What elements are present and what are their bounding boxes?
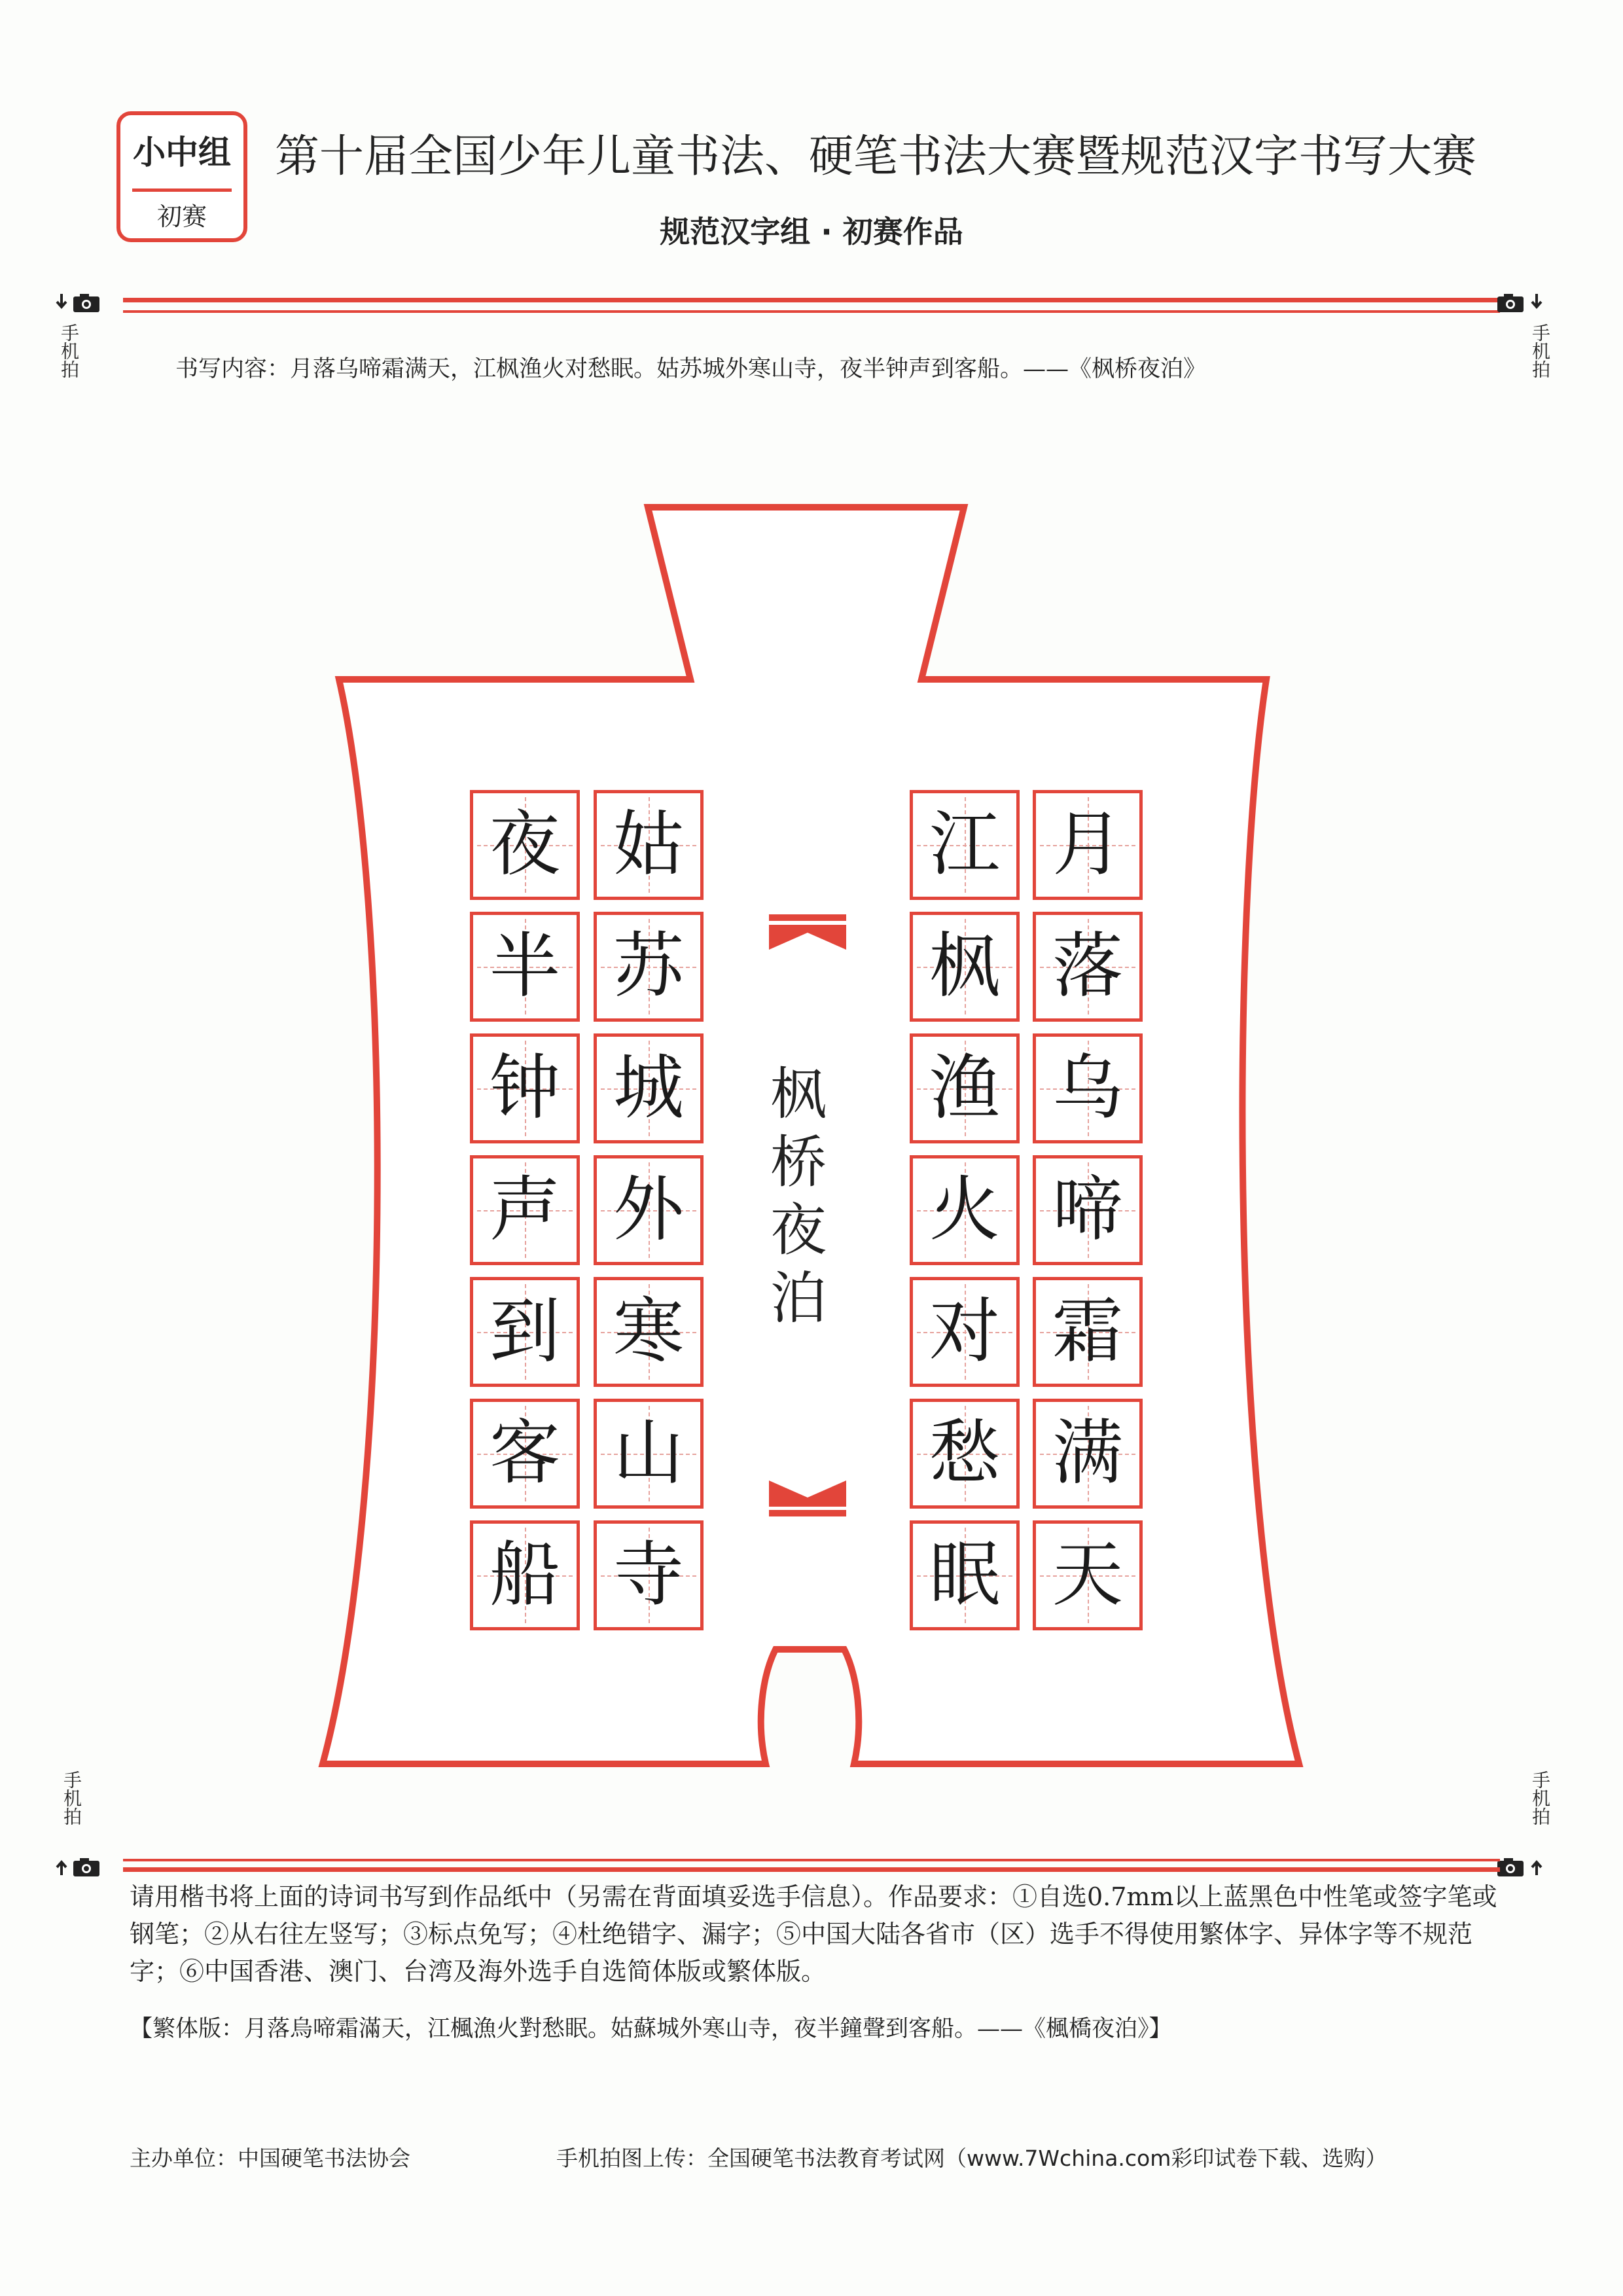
grid-cell xyxy=(470,1033,580,1143)
grid-character: 枫 xyxy=(929,925,1000,1007)
grid-cell xyxy=(1033,790,1143,900)
title-char: 夜 xyxy=(770,1198,827,1263)
title-char: 泊 xyxy=(770,1266,827,1331)
grid-cell xyxy=(594,1033,704,1143)
grid-character: 落 xyxy=(1052,925,1123,1007)
top-ornament-icon xyxy=(769,913,847,952)
marker-text: 手机拍 xyxy=(61,1770,82,1825)
bottom-divider-thin xyxy=(123,1859,1500,1861)
grid-cell xyxy=(470,1399,580,1509)
marker-text: 手机拍 xyxy=(1529,323,1551,378)
requirements-text: 请用楷书将上面的诗词书写到作品纸中（另需在背面填妥选手信息）。作品要求：①自选0.7mm以上蓝黑色中性笔或签字笔或钢笔；②从右往左竖写；③标点免写；④杜绝错字、漏字；⑤中国大陆各省市（区）选手不得使用繁体字、异体字等不规范字；⑥中国香港、澳门、台湾及海外选手自选简体版或繁体版。 xyxy=(130,1882,1497,1986)
upload-info-text: 手机拍图上传：全国硬笔书法教育考试网（www.7Wchina.com彩印试卷下载、选购） xyxy=(556,2145,1387,2171)
grid-cell xyxy=(1033,1520,1143,1630)
grid-cell xyxy=(910,912,1020,1022)
grid-character: 愁 xyxy=(929,1412,1000,1494)
grid-character: 半 xyxy=(489,925,560,1007)
marker-bottom-right xyxy=(1524,1770,1556,1831)
grid-character: 城 xyxy=(613,1047,684,1129)
grid-character: 船 xyxy=(489,1534,560,1616)
grid-cell xyxy=(594,790,704,900)
grid-character: 寺 xyxy=(613,1534,684,1616)
grid-character: 寒 xyxy=(613,1291,684,1372)
content-line: 书写内容：月落乌啼霜满天，江枫渔火对愁眠。姑苏城外寒山寺，夜半钟声到客船。——《枫桥夜泊》 xyxy=(175,356,1207,382)
grid-cell xyxy=(910,1155,1020,1265)
badge-group: 小中组 xyxy=(133,134,231,171)
marker-text: 手机拍 xyxy=(1529,1770,1551,1825)
grid-cell xyxy=(594,1277,704,1387)
center-poem-title xyxy=(749,1060,847,1333)
marker-bottom-left xyxy=(55,1770,88,1831)
grid-character: 外 xyxy=(613,1169,684,1251)
grid-character: 江 xyxy=(929,804,1000,886)
grid-character: 钟 xyxy=(489,1047,560,1129)
grid-character: 声 xyxy=(489,1169,560,1251)
grid-character: 姑 xyxy=(613,804,684,886)
badge-stage: 初赛 xyxy=(156,202,207,231)
grid-cell xyxy=(910,1399,1020,1509)
grid-cell xyxy=(470,1277,580,1387)
organizer-text: 主办单位：中国硬笔书法协会 xyxy=(130,2145,410,2171)
grid-character: 客 xyxy=(489,1412,560,1494)
grid-character: 乌 xyxy=(1052,1047,1123,1129)
traditional-version-text: 【繁体版：月落烏啼霜滿天，江楓漁火對愁眠。姑蘇城外寒山寺，夜半鐘聲到客船。——《楓橋夜泊》】 xyxy=(130,2016,1172,2042)
grid-character: 月 xyxy=(1052,804,1123,886)
grid-character: 苏 xyxy=(613,925,684,1007)
grid-character: 渔 xyxy=(929,1047,1000,1129)
grid-cell xyxy=(594,1520,704,1630)
grid-cell xyxy=(1033,1155,1143,1265)
grid-character: 到 xyxy=(489,1291,560,1372)
grid-cell xyxy=(1033,912,1143,1022)
grid-cell xyxy=(594,1155,704,1265)
grid-cell xyxy=(470,1155,580,1265)
grid-character: 满 xyxy=(1052,1412,1123,1494)
grid-cell xyxy=(594,1399,704,1509)
grid-character: 眠 xyxy=(929,1534,1000,1616)
grid-character: 啼 xyxy=(1052,1169,1123,1251)
grid-cell xyxy=(470,790,580,900)
grid-cell xyxy=(1033,1399,1143,1509)
bottom-divider xyxy=(123,1867,1500,1872)
grid-character: 夜 xyxy=(489,804,560,886)
grid-character: 对 xyxy=(929,1291,1000,1372)
grid-cell xyxy=(1033,1033,1143,1143)
grid-cell xyxy=(594,912,704,1022)
grid-character: 天 xyxy=(1052,1534,1123,1616)
grid-cell xyxy=(470,912,580,1022)
grid-cell xyxy=(910,790,1020,900)
page-title: 第十届全国少年儿童书法、硬笔书法大赛暨规范汉字书写大赛 xyxy=(275,131,1477,183)
grid-character: 火 xyxy=(929,1169,1000,1251)
marker-text: 手机拍 xyxy=(58,323,80,378)
camera-up-icon xyxy=(1496,1856,1546,1880)
grid-cell xyxy=(910,1520,1020,1630)
grid-cell xyxy=(470,1520,580,1630)
grid-character: 霜 xyxy=(1052,1291,1123,1372)
grid-cell xyxy=(910,1033,1020,1143)
page-subtitle: 规范汉字组 · 初赛作品 xyxy=(660,214,963,249)
grid-cell xyxy=(1033,1277,1143,1387)
grid-character: 山 xyxy=(613,1412,684,1494)
camera-up-icon xyxy=(55,1856,105,1880)
grid-cell xyxy=(910,1277,1020,1387)
title-char: 枫 xyxy=(770,1062,827,1127)
title-char: 桥 xyxy=(770,1130,827,1195)
bottom-ornament-icon xyxy=(769,1479,847,1518)
